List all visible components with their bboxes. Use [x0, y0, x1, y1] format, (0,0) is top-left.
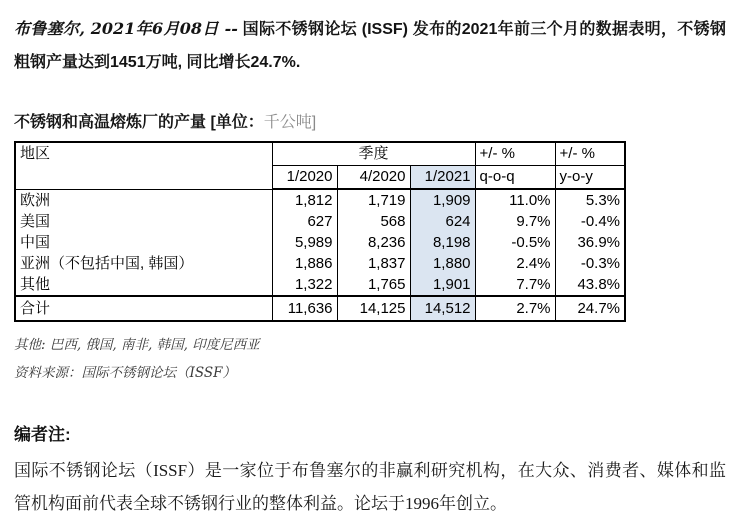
table-row-total	[15, 296, 625, 321]
region-cell: 中国	[15, 232, 272, 253]
table-header-row-groups	[15, 142, 625, 166]
total-pct-cell: 24.7%	[555, 296, 625, 321]
table-title	[14, 109, 726, 132]
value-cell: 8,198	[410, 232, 475, 253]
value-cell: 627	[272, 211, 337, 232]
value-cell: 568	[337, 211, 410, 232]
col-header-q1-2021: 1/2021	[410, 166, 475, 190]
value-cell: 1,719	[337, 189, 410, 211]
pct-cell: -0.4%	[555, 211, 625, 232]
pct-cell: 5.3%	[555, 189, 625, 211]
pct-cell: 36.9%	[555, 232, 625, 253]
pct-cell: 7.7%	[475, 274, 555, 296]
region-cell: 亚洲（不包括中国, 韩国）	[15, 253, 272, 274]
col-header-pct-qoq: +/- %	[475, 142, 555, 166]
table-row-europe	[15, 189, 625, 211]
total-value-cell: 14,125	[337, 296, 410, 321]
table-row-china	[15, 232, 625, 253]
value-cell: 1,322	[272, 274, 337, 296]
table-title-unit: 千公吨]	[263, 114, 317, 131]
col-header-quarter-group: 季度	[272, 142, 475, 166]
editor-note-body: 国际不锈钢论坛（ISSF）是一家位于布鲁塞尔的非赢利研究机构，在大众、消费者、媒体和监管机构面前代表全球不锈钢行业的整体利益。论坛于1996年创立。	[14, 461, 726, 512]
editor-note-heading: 编者注:	[14, 425, 71, 444]
footnote-others: 其他: 巴西, 俄国, 南非, 韩国, 印度尼西亚	[14, 337, 260, 353]
col-header-q1-2020: 1/2020	[272, 166, 337, 190]
value-cell: 1,880	[410, 253, 475, 274]
production-table	[14, 141, 626, 322]
pct-cell: 9.7%	[475, 211, 555, 232]
table-row-usa	[15, 211, 625, 232]
col-header-pct-yoy: +/- %	[555, 142, 625, 166]
pct-cell: 43.8%	[555, 274, 625, 296]
value-cell: 1,886	[272, 253, 337, 274]
table-row-others	[15, 274, 625, 296]
table-title-text: 不锈钢和高温熔炼厂的产量 [单位：	[14, 114, 264, 131]
footnote-source: 资料来源：国际不锈钢论坛（ISSF）	[14, 365, 236, 381]
region-cell: 欧洲	[15, 189, 272, 211]
pct-cell: 2.4%	[475, 253, 555, 274]
value-cell: 1,901	[410, 274, 475, 296]
value-cell: 1,909	[410, 189, 475, 211]
col-header-q4-2020: 4/2020	[337, 166, 410, 190]
value-cell: 5,989	[272, 232, 337, 253]
total-value-cell: 14,512	[410, 296, 475, 321]
pct-cell: -0.3%	[555, 253, 625, 274]
total-pct-cell: 2.7%	[475, 296, 555, 321]
value-cell: 1,765	[337, 274, 410, 296]
total-value-cell: 11,636	[272, 296, 337, 321]
value-cell: 1,812	[272, 189, 337, 211]
value-cell: 8,236	[337, 232, 410, 253]
intro-text: 国际不锈钢论坛 (ISSF) 发布的2021年前三个月的数据表明，不锈钢粗钢产量达到1451万吨, 同比增长24.7%.	[14, 21, 726, 71]
total-label: 合计	[15, 296, 272, 321]
value-cell: 624	[410, 211, 475, 232]
region-cell: 美国	[15, 211, 272, 232]
value-cell: 1,837	[337, 253, 410, 274]
intro-paragraph	[14, 12, 726, 79]
col-header-qoq: q-o-q	[475, 166, 555, 190]
table-row-asia-excl	[15, 253, 625, 274]
dateline: 布鲁塞尔, 2021年6月08日 --	[14, 19, 238, 38]
col-header-region: 地区	[15, 142, 272, 189]
pct-cell: -0.5%	[475, 232, 555, 253]
col-header-yoy: y-o-y	[555, 166, 625, 190]
pct-cell: 11.0%	[475, 189, 555, 211]
region-cell: 其他	[15, 274, 272, 296]
